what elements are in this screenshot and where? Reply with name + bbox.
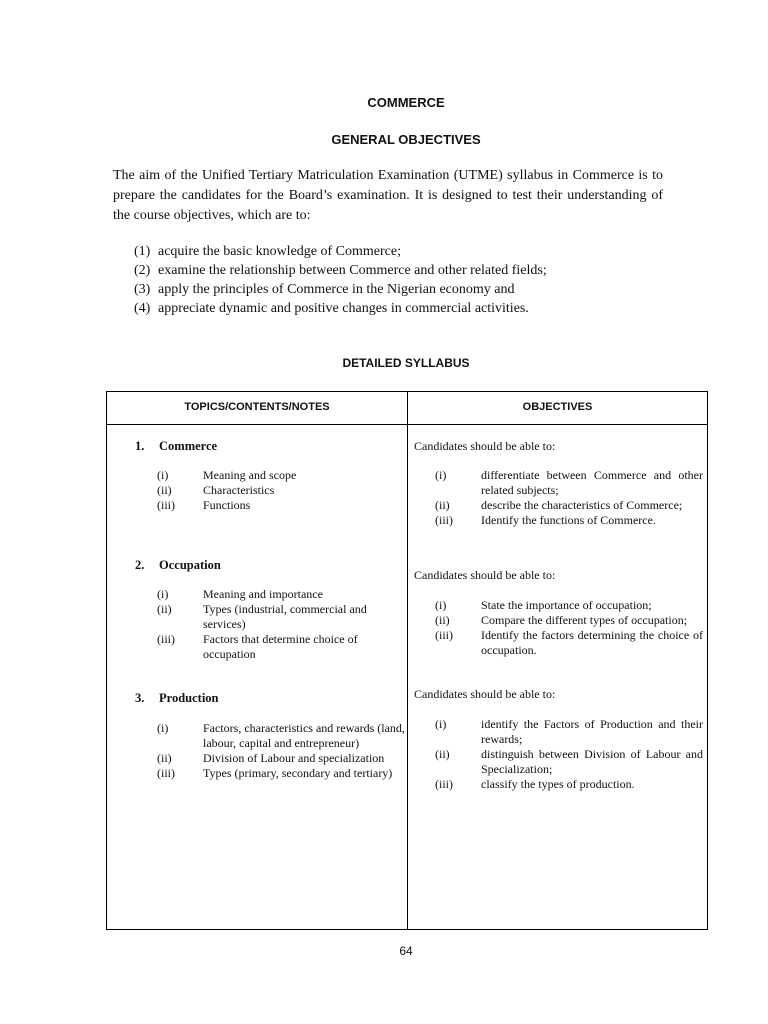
list-item: (i) State the importance of occupation;: [435, 598, 652, 612]
list-item: (iii) Types (primary, secondary and tertiary): [157, 766, 393, 780]
page-title: COMMERCE: [367, 95, 445, 110]
syllabus-table: [106, 391, 708, 930]
list-item: (i) Factors, characteristics and rewards (land, labour, capital and entrepreneur): [157, 721, 405, 750]
list-item: (ii) describe the characteristics of Commerce;: [435, 498, 683, 512]
aims-list: [134, 242, 547, 318]
list-item: (ii) Division of Labour and specialization: [157, 751, 385, 765]
section-heading-detailed-syllabus: DETAILED SYLLABUS: [342, 356, 470, 370]
topic-content-list: [157, 721, 405, 781]
aim-item: (4) appreciate dynamic and positive changes in commercial activities.: [134, 301, 529, 316]
list-item: (ii) Characteristics: [157, 483, 275, 497]
column-header-objectives: OBJECTIVES: [522, 401, 593, 413]
topic-content-list: [157, 587, 405, 662]
topic-content-list: [157, 468, 405, 513]
column-divider: [407, 392, 408, 929]
objectives-list: [435, 468, 703, 528]
objectives-list: [435, 717, 703, 792]
list-item: (i) differentiate between Commerce and other related subjects;: [435, 468, 703, 497]
list-item: (ii) Compare the different types of occupation;: [435, 613, 688, 627]
page-number: 64: [399, 944, 413, 958]
topic-heading: 1. Commerce: [135, 439, 218, 453]
objectives-lead: Candidates should be able to:: [414, 439, 556, 453]
aim-item: (1) acquire the basic knowledge of Commerce;: [134, 244, 401, 259]
list-item: (ii) distinguish between Division of Labour and Specialization;: [435, 747, 703, 776]
objectives-lead: Candidates should be able to:: [414, 687, 556, 701]
objectives-lead: Candidates should be able to:: [414, 568, 556, 582]
column-header-topics: TOPICS/CONTENTS/NOTES: [184, 401, 330, 413]
list-item: (iii) Factors that determine choice of occupation: [157, 632, 358, 661]
list-item: (iii) classify the types of production.: [435, 777, 635, 791]
list-item: (ii) Types (industrial, commercial and services): [157, 602, 367, 631]
topic-heading: 2. Occupation: [135, 558, 221, 572]
list-item: (i) identify the Factors of Production and their rewards;: [435, 717, 703, 746]
list-item: (iii) Functions: [157, 498, 251, 512]
list-item: (i) Meaning and scope: [157, 468, 297, 482]
list-item: (iii) Identify the factors determining the choice of occupation.: [435, 628, 703, 657]
topic-heading: 3. Production: [135, 691, 219, 705]
header-divider: [107, 424, 707, 425]
aim-item: (2) examine the relationship between Commerce and other related fields;: [134, 263, 547, 278]
list-item: (iii) Identify the functions of Commerce.: [435, 513, 656, 527]
list-item: (i) Meaning and importance: [157, 587, 323, 601]
intro-paragraph: The aim of the Unified Tertiary Matriculation Examination (UTME) syllabus in Commerce is to prepare the candidates for the Board’s examination. It is designed to test their understanding of the course objectives, which are to:: [113, 168, 663, 223]
aim-item: (3) apply the principles of Commerce in the Nigerian economy and: [134, 282, 515, 297]
section-heading-general-objectives: GENERAL OBJECTIVES: [331, 132, 481, 147]
objectives-list: [435, 598, 703, 658]
